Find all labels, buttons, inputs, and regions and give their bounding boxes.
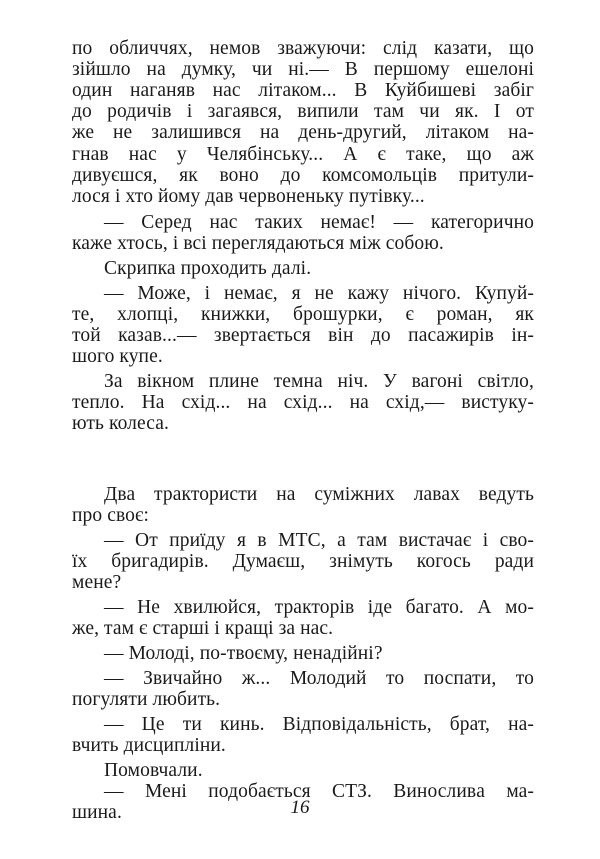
text-line: же, там є старші і кращі за нас. — [72, 618, 334, 639]
text-line: лося і хто йому дав червоненьку путівку... — [72, 186, 425, 207]
text-line: те, хлопці, книжки, брошурки, є роман, як — [72, 304, 534, 325]
text-line: один наганяв нас літаком... В Куйбишеві забіг — [72, 80, 534, 101]
text-line: їх бригадирів. Думаєш, знімуть когось ради — [72, 551, 534, 572]
text-line: шина. — [72, 802, 122, 823]
text-line: гнав нас у Челябінську... А є таке, що аж — [72, 144, 534, 165]
text-line: — Це ти кинь. Відповідальність, брат, на- — [104, 714, 534, 735]
text-line: За вікном плине темна ніч. У вагоні світло, — [104, 371, 534, 392]
text-line: — Серед нас таких немає! — категорично — [104, 212, 534, 233]
text-line: до родичів і загаявся, випили там чи як. І от — [72, 101, 534, 122]
text-line: шого купе. — [72, 346, 163, 367]
text-line: Скрипка проходить далі. — [104, 258, 312, 279]
text-line: вчить дисципліни. — [72, 735, 226, 756]
text-line: — От приїду я в МТС, а там вистачає і сво- — [104, 530, 534, 551]
text-line: той казав...— звертається він до пасажирів ін- — [72, 325, 534, 346]
text-line: дивуєшся, як воно до комсомольців притули- — [72, 165, 534, 186]
text-line: же не залишився на день-другий, літаком на- — [72, 122, 534, 143]
text-line: мене? — [72, 572, 122, 593]
text-line: зійшло на думку, чи ні.— В першому ешелоні — [72, 59, 534, 80]
text-line: Два трактористи на суміжних лавах ведуть — [104, 484, 534, 505]
book-page — [72, 38, 534, 828]
text-line: ють колеса. — [72, 413, 169, 434]
text-line: — Молоді, по-твоєму, ненадійні? — [104, 643, 383, 664]
text-line: про своє: — [72, 505, 149, 526]
text-line: погуляти любить. — [72, 689, 221, 710]
text-line: — Звичайно ж... Молодий то поспати, то — [104, 668, 534, 689]
text-line: по обличчях, немов зважуючи: слід казати, що — [72, 38, 534, 59]
text-line: — Не хвилюйся, тракторів іде багато. А мо- — [104, 597, 534, 618]
text-line: — Може, і немає, я не кажу нічого. Купуй- — [104, 283, 534, 304]
text-line: — Мені подобається СТЗ. Виносливa ма- — [104, 781, 534, 802]
text-line: тепло. На схід... на схід... на схід,— вистуку- — [72, 392, 534, 413]
page-number: 16 — [290, 797, 310, 818]
text-line: каже хтось, і всі переглядаються між собою. — [72, 233, 444, 254]
text-line: Помовчали. — [104, 760, 203, 781]
